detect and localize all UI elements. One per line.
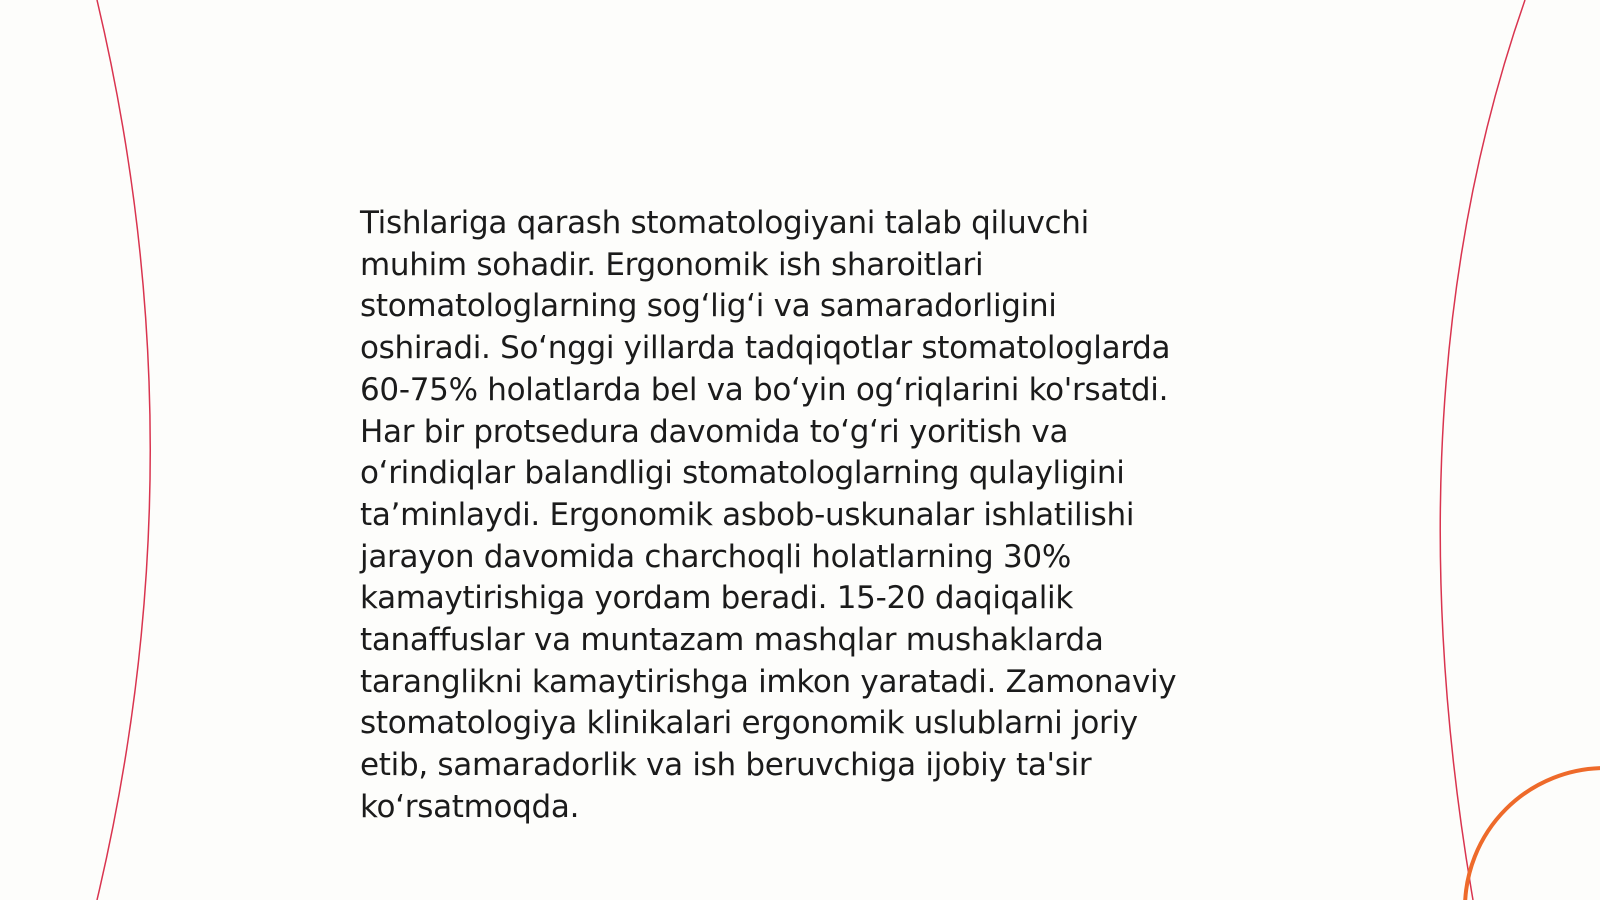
text-line: 60-75% holatlarda bel va boʻyin ogʻriqlarini ko'rsatdi. xyxy=(360,371,1169,408)
text-line: Tishlariga qarash stomatologiyani talab qiluvchi xyxy=(360,205,1089,241)
text-line: koʻrsatmoqda. xyxy=(360,788,580,825)
text-line: etib, samaradorlik va ish beruvchiga ijobiy ta'sir xyxy=(360,747,1092,784)
text-line: jarayon davomida charchoqli holatlarning 30% xyxy=(360,538,1071,575)
text-line: stomatologlarning sogʻligʻi va samaradorligini xyxy=(360,288,1057,325)
text-line: muhim sohadir. Ergonomik ish sharoitlari xyxy=(360,246,984,283)
text-line: tanaffuslar va muntazam mashqlar mushaklarda xyxy=(360,622,1104,659)
corner-circle-arc xyxy=(1465,768,1600,900)
text-line: stomatologiya klinikalari ergonomik uslublarni joriy xyxy=(360,705,1138,742)
text-line: oshiradi. Soʻnggi yillarda tadqiqotlar stomatologlarda xyxy=(360,330,1171,367)
text-line: taranglikni kamaytirishga imkon yaratadi. Zamonaviy xyxy=(360,663,1177,700)
left-curve-line xyxy=(97,0,150,900)
text-line: kamaytirishiga yordam beradi. 15-20 daqiqalik xyxy=(360,580,1073,617)
slide-body-text xyxy=(360,203,1240,829)
right-curve-line xyxy=(1440,0,1525,900)
text-line: Har bir protsedura davomida toʻgʻri yoritish va xyxy=(360,413,1069,450)
text-line: oʻrindiqlar balandligi stomatologlarning qulayligini xyxy=(360,455,1125,492)
text-line: taʼminlaydi. Ergonomik asbob-uskunalar ishlatilishi xyxy=(360,496,1135,533)
